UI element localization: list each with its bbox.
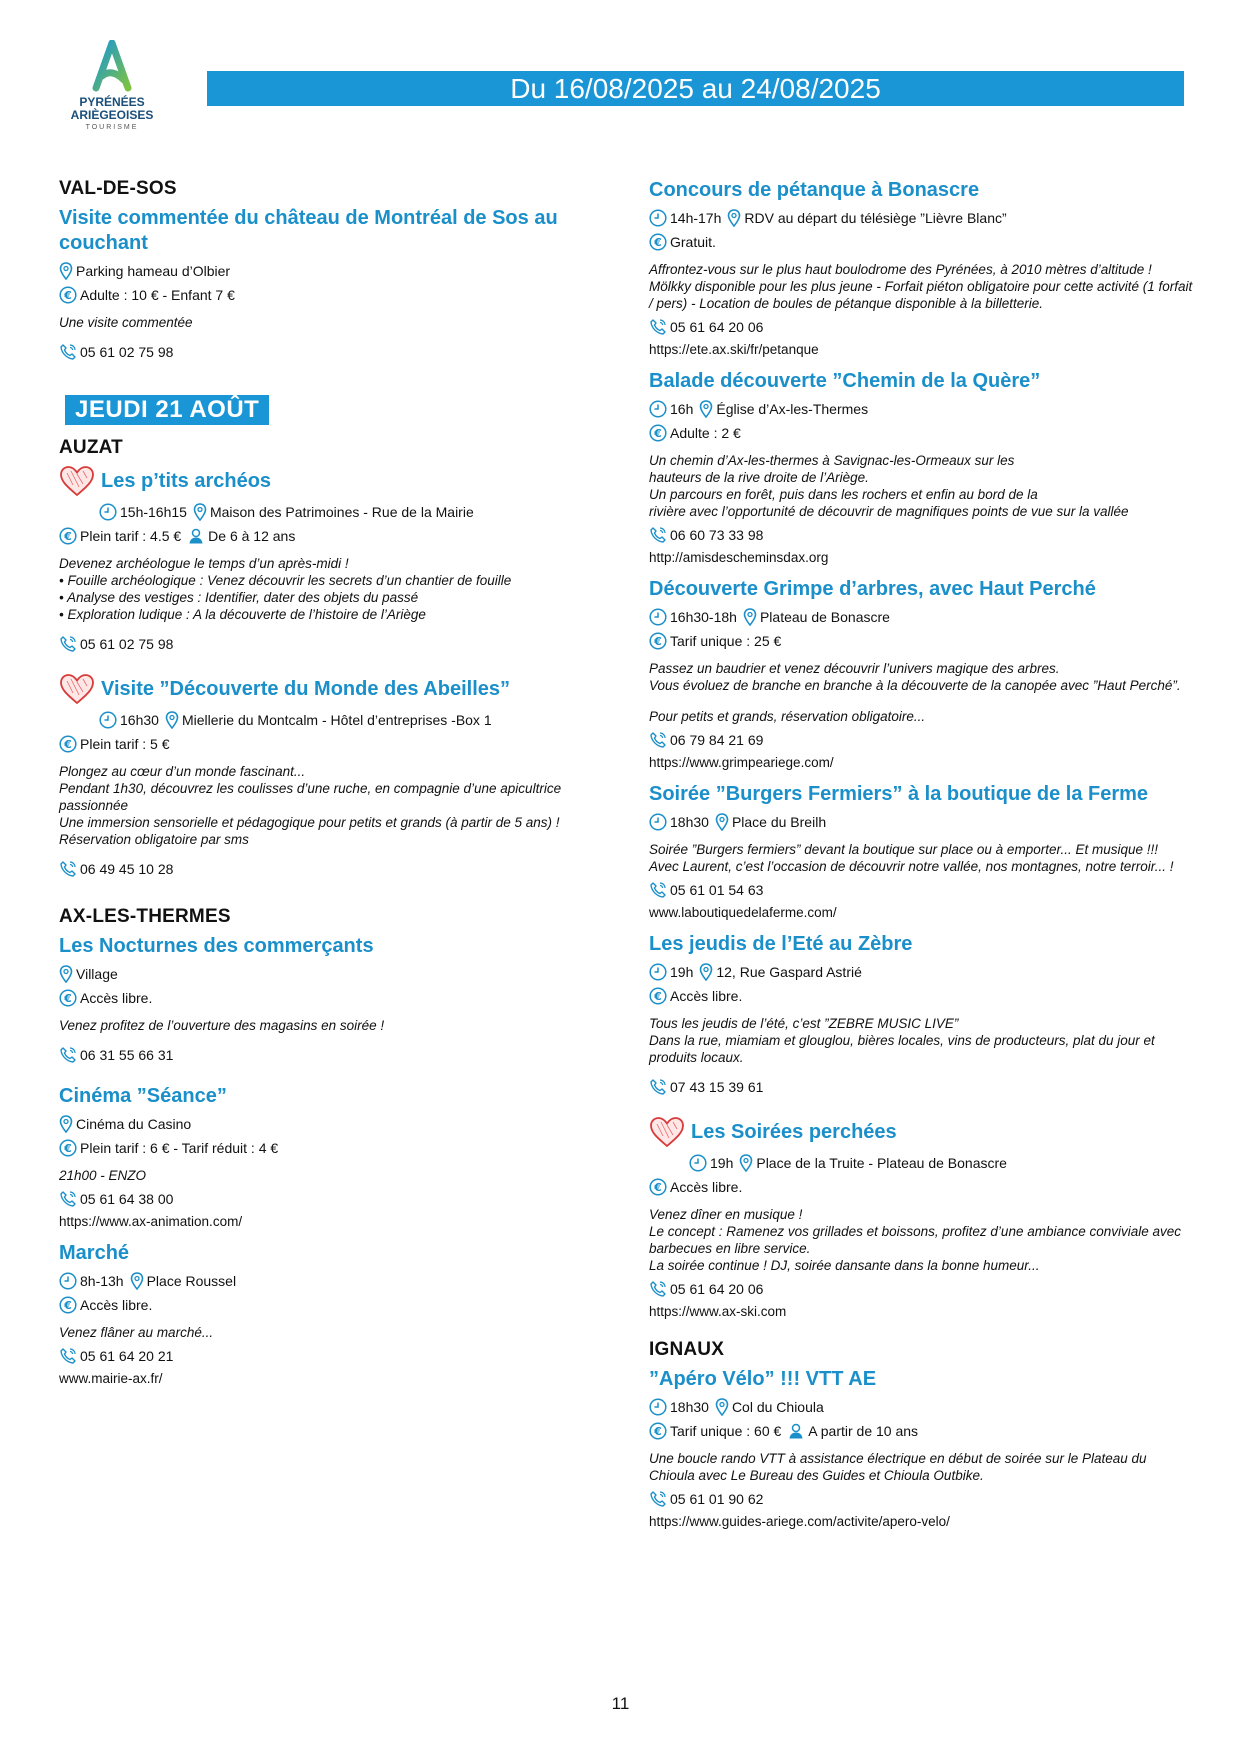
phone-icon <box>59 343 77 361</box>
description <box>649 1015 1194 1066</box>
euro-icon <box>649 1422 667 1440</box>
description-line: Vous évoluez de branche en branche à la découverte de la canopée avec ”Haut Perché”. <box>649 678 1181 693</box>
time-place-row <box>59 711 604 729</box>
svg-text:€: € <box>64 1299 72 1312</box>
phone: 06 79 84 21 69 <box>670 732 764 748</box>
event-ptits-archeos <box>59 465 604 653</box>
clock-icon <box>59 1272 77 1290</box>
price: Gratuit. <box>670 234 716 250</box>
location-pin-icon <box>130 1272 144 1290</box>
heart-favorite-icon <box>649 1116 685 1148</box>
phone: 05 61 01 90 62 <box>670 1491 764 1507</box>
event-title: Visite ”Découverte du Monde des Abeilles” <box>101 677 511 700</box>
description: 21h00 - ENZO <box>59 1168 147 1183</box>
phone-icon <box>649 881 667 899</box>
description <box>649 660 1194 725</box>
person-icon <box>187 527 205 545</box>
heart-favorite-icon <box>59 465 95 497</box>
clock-icon <box>649 608 667 626</box>
description <box>649 452 1194 520</box>
website-link[interactable]: https://www.grimpeariege.com/ <box>649 755 834 770</box>
phone-row <box>59 860 604 878</box>
event-title: Visite commentée du château de Montréal de Sos au couchant <box>59 207 558 254</box>
phone-row <box>649 318 1194 336</box>
svg-text:€: € <box>64 738 72 751</box>
description-line: Avec Laurent, c’est l’occasion de découvrir notre vallée, nos montagnes, notre terroir... ! <box>649 859 1174 874</box>
description-line: • Fouille archéologique : Venez découvrir les secrets d’un chantier de fouille <box>59 573 512 588</box>
price-row <box>649 632 1194 650</box>
location-pin-icon <box>727 209 741 227</box>
phone-row <box>59 1190 604 1208</box>
description-line: Le concept : Ramenez vos grillades et boissons, profitez d’une ambiance conviviale avec barbecues en libre service. <box>649 1224 1182 1256</box>
place: Cinéma du Casino <box>76 1116 192 1132</box>
phone-icon <box>649 318 667 336</box>
price: Plein tarif : 6 € - Tarif réduit : 4 € <box>80 1140 279 1156</box>
description-line: Plongez au cœur d’un monde fascinant... <box>59 764 306 779</box>
phone-icon <box>59 1190 77 1208</box>
date-banner: Du 16/08/2025 au 24/08/2025 <box>207 71 1184 106</box>
time: 18h30 <box>670 1399 709 1415</box>
right-column <box>649 178 1194 1549</box>
age: De 6 à 12 ans <box>208 528 296 544</box>
svg-text:€: € <box>654 1425 662 1438</box>
euro-icon <box>649 987 667 1005</box>
svg-text:€: € <box>654 990 662 1003</box>
phone-row <box>649 1078 1194 1096</box>
euro-icon <box>59 286 77 304</box>
phone: 05 61 64 20 06 <box>670 319 764 335</box>
location-pin-icon <box>59 1115 73 1133</box>
price: Accès libre. <box>670 988 743 1004</box>
event-title: Les Soirées perchées <box>691 1120 897 1143</box>
description-line: Mölkky disponible pour les plus jeune - Forfait piéton obligatoire pour cette activité (1 forfait / pers) - Location de boules de pétanque disponible à la billetterie. <box>649 279 1193 311</box>
location-pin-icon <box>715 813 729 831</box>
price: Plein tarif : 5 € <box>80 736 170 752</box>
price-row <box>59 527 604 545</box>
description: Une visite commentée <box>59 315 193 330</box>
place-row <box>59 965 604 983</box>
phone-icon <box>649 1280 667 1298</box>
event-marche <box>59 1241 604 1386</box>
time: 16h30-18h <box>670 609 737 625</box>
location-pin-icon <box>165 711 179 729</box>
time: 14h-17h <box>670 210 722 226</box>
price-row <box>59 286 604 304</box>
euro-icon <box>59 527 77 545</box>
price: Plein tarif : 4.5 € <box>80 528 182 544</box>
euro-icon <box>59 735 77 753</box>
description-line: Pendant 1h30, découvrez les coulisses d’une ruche, en compagnie d’une apicultrice passionnée <box>59 781 562 813</box>
phone-icon <box>59 1347 77 1365</box>
logo-line2: ARIÈGEOISES <box>70 108 154 122</box>
event-apero-velo <box>649 1367 1194 1529</box>
price-row <box>59 735 604 753</box>
time: 18h30 <box>670 814 709 830</box>
place: Parking hameau d’Olbier <box>76 263 231 279</box>
website-link[interactable]: https://www.ax-ski.com <box>649 1304 787 1319</box>
left-column <box>59 178 604 1398</box>
euro-icon <box>59 1139 77 1157</box>
time: 16h30 <box>120 712 159 728</box>
phone: 05 61 64 20 06 <box>670 1281 764 1297</box>
website-link[interactable]: http://amisdescheminsdax.org <box>649 550 829 565</box>
description-line: Un chemin d’Ax-les-thermes à Savignac-les-Ormeaux sur les <box>649 453 1015 468</box>
event-title: Concours de pétanque à Bonascre <box>649 179 980 201</box>
website-link[interactable]: www.laboutiquedelaferme.com/ <box>649 905 837 920</box>
phone: 06 49 45 10 28 <box>80 861 174 877</box>
phone-icon <box>59 860 77 878</box>
place: Place de la Truite - Plateau de Bonascre <box>756 1155 1007 1171</box>
price: Tarif unique : 60 € <box>670 1423 782 1439</box>
phone: 05 61 01 54 63 <box>670 882 764 898</box>
description <box>59 763 604 848</box>
time-place-row <box>649 1398 1194 1416</box>
description-line: Une boucle rando VTT à assistance électrique en début de soirée sur le Plateau du Chioula avec Le Bureau des Guides et Chioula Outbike. <box>649 1451 1147 1483</box>
town-heading: AUZAT <box>59 437 123 458</box>
event-grimpe-arbres <box>649 577 1194 770</box>
logo <box>58 40 166 131</box>
description <box>649 841 1194 875</box>
phone: 06 31 55 66 31 <box>80 1047 174 1063</box>
clock-icon <box>99 503 117 521</box>
phone-row <box>649 731 1194 749</box>
description <box>649 1450 1194 1484</box>
time: 16h <box>670 401 694 417</box>
phone-row <box>649 526 1194 544</box>
description <box>649 1206 1194 1274</box>
location-pin-icon <box>715 1398 729 1416</box>
time-place-row <box>59 1272 604 1290</box>
phone: 05 61 02 75 98 <box>80 636 174 652</box>
euro-icon <box>59 989 77 1007</box>
event-burgers <box>649 782 1194 920</box>
event-title: Découverte Grimpe d’arbres, avec Haut Perché <box>649 578 1096 600</box>
price-row <box>649 1178 1194 1196</box>
svg-text:€: € <box>64 1142 72 1155</box>
location-pin-icon <box>739 1154 753 1172</box>
time-place-row <box>59 503 604 521</box>
place: Église d’Ax-les-Thermes <box>716 401 869 417</box>
price: Accès libre. <box>80 990 153 1006</box>
place: RDV au départ du télésiège ”Lièvre Blanc” <box>744 210 1007 226</box>
logo-a-icon <box>90 40 134 92</box>
svg-text:€: € <box>64 992 72 1005</box>
place: Maison des Patrimoines - Rue de la Mairie <box>209 504 474 520</box>
phone: 05 61 64 38 00 <box>80 1191 174 1207</box>
price-row <box>649 987 1194 1005</box>
time-place-row <box>649 400 1194 418</box>
place-row <box>59 1115 604 1133</box>
event-title: Marché <box>59 1242 130 1264</box>
event-montreal-de-sos <box>59 178 604 361</box>
phone: 07 43 15 39 61 <box>670 1079 764 1095</box>
phone-icon <box>59 635 77 653</box>
svg-text:€: € <box>654 635 662 648</box>
description-line: Une immersion sensorielle et pédagogique pour petits et grands (à partir de 5 ans) ! <box>59 815 560 830</box>
event-soirees-perchees <box>649 1116 1194 1319</box>
event-title: Les Nocturnes des commerçants <box>59 935 374 957</box>
website-link[interactable]: https://www.guides-ariege.com/activite/apero-velo/ <box>649 1514 950 1529</box>
phone-row <box>59 343 604 361</box>
description: Venez profitez de l’ouverture des magasins en soirée ! <box>59 1018 385 1033</box>
logo-line1: PYRÉNÉES <box>79 95 145 109</box>
place: Place du Breilh <box>731 814 827 830</box>
euro-icon <box>649 233 667 251</box>
euro-icon <box>649 1178 667 1196</box>
website-link[interactable]: https://www.ax-animation.com/ <box>59 1214 243 1229</box>
event-title: Soirée ”Burgers Fermiers” à la boutique de la Ferme <box>649 783 1149 805</box>
description-line: Dans la rue, miamiam et glouglou, bières locales, vins de producteurs, plat du jour et produits locaux. <box>649 1033 1155 1065</box>
price-row <box>649 233 1194 251</box>
time-place-row <box>649 1154 1194 1172</box>
phone-row <box>649 881 1194 899</box>
town-heading: VAL-DE-SOS <box>59 178 177 199</box>
favorite-title-row <box>59 465 604 497</box>
town-heading: AX-LES-THERMES <box>59 906 231 927</box>
description <box>59 555 604 623</box>
event-petanque <box>649 178 1194 357</box>
page-number: 11 <box>611 1694 630 1713</box>
heart-favorite-icon <box>59 673 95 705</box>
price-row <box>649 1422 1194 1440</box>
description <box>649 261 1194 312</box>
favorite-title-row <box>59 673 604 705</box>
event-title: ”Apéro Vélo” !!! VTT AE <box>649 1368 877 1390</box>
town-heading: IGNAUX <box>649 1339 725 1360</box>
phone-icon <box>649 1490 667 1508</box>
event-abeilles <box>59 673 604 878</box>
time-place-row <box>649 813 1194 831</box>
description-line: Devenez archéologue le temps d’un après-midi ! <box>59 556 349 571</box>
location-pin-icon <box>193 503 207 521</box>
description-line: Affrontez-vous sur le plus haut boulodrome des Pyrénées, à 2010 mètres d’altitude ! <box>649 262 1152 277</box>
place: Place Roussel <box>146 1273 237 1289</box>
phone: 05 61 02 75 98 <box>80 344 174 360</box>
phone-row <box>649 1490 1194 1508</box>
event-zebre <box>649 932 1194 1096</box>
event-nocturnes <box>59 934 604 1064</box>
price: Tarif unique : 25 € <box>670 633 782 649</box>
description-line: • Analyse des vestiges : Identifier, dater des objets du passé <box>59 590 419 605</box>
location-pin-icon <box>743 608 757 626</box>
svg-text:€: € <box>64 530 72 543</box>
place-row <box>59 262 604 280</box>
description-line: Réservation obligatoire par sms <box>59 832 249 847</box>
price: Adulte : 10 € - Enfant 7 € <box>80 287 235 303</box>
phone-icon <box>649 1078 667 1096</box>
phone-icon <box>649 731 667 749</box>
event-title: Cinéma ”Séance” <box>59 1085 227 1107</box>
website-link[interactable]: https://ete.ax.ski/fr/petanque <box>649 342 819 357</box>
description-line: La soirée continue ! DJ, soirée dansante dans la bonne humeur... <box>649 1258 1040 1273</box>
clock-icon <box>649 400 667 418</box>
price-row <box>59 989 604 1007</box>
description-line: hauteurs de la rive droite de l’Ariège. <box>649 470 869 485</box>
description-line: Tous les jeudis de l’été, c’est ”ZEBRE MUSIC LIVE” <box>649 1016 959 1031</box>
phone-icon <box>649 526 667 544</box>
event-title: Les p’tits archéos <box>101 469 272 492</box>
time: 8h-13h <box>80 1273 124 1289</box>
phone-row <box>649 1280 1194 1298</box>
svg-text:€: € <box>654 236 662 249</box>
favorite-title-row <box>649 1116 1194 1148</box>
location-pin-icon <box>59 965 73 983</box>
time-place-row <box>649 608 1194 626</box>
event-cinema <box>59 1084 604 1229</box>
age: A partir de 10 ans <box>808 1423 919 1439</box>
phone-icon <box>59 1046 77 1064</box>
price-row <box>649 424 1194 442</box>
time: 19h <box>710 1155 734 1171</box>
website-link[interactable]: www.mairie-ax.fr/ <box>59 1371 163 1386</box>
place: 12, Rue Gaspard Astrié <box>716 964 862 980</box>
time-place-row <box>649 963 1194 981</box>
description-line: Pour petits et grands, réservation obligatoire... <box>649 709 926 724</box>
time: 19h <box>670 964 694 980</box>
description-line: Passez un baudrier et venez découvrir l’univers magique des arbres. <box>649 661 1060 676</box>
clock-icon <box>99 711 117 729</box>
phone-row <box>59 635 604 653</box>
svg-text:€: € <box>64 289 72 302</box>
price: Accès libre. <box>80 1297 153 1313</box>
euro-icon <box>649 424 667 442</box>
phone: 06 60 73 33 98 <box>670 527 764 543</box>
description-line: Un parcours en forêt, puis dans les rochers et enfin au bord de la <box>649 487 1038 502</box>
clock-icon <box>649 1398 667 1416</box>
place: Village <box>76 966 118 982</box>
phone: 05 61 64 20 21 <box>80 1348 174 1364</box>
phone-row <box>59 1046 604 1064</box>
location-pin-icon <box>699 963 713 981</box>
phone-row <box>59 1347 604 1365</box>
time-place-row <box>649 209 1194 227</box>
svg-text:€: € <box>654 1181 662 1194</box>
description-line: rivière avec l’opportunité de découvrir de magnifiques points de vue sur la vallée <box>649 504 1129 519</box>
description-line: Soirée ”Burgers fermiers” devant la boutique sur place ou à emporter... Et musique !!! <box>649 842 1158 857</box>
price: Accès libre. <box>670 1179 743 1195</box>
price-row <box>59 1296 604 1314</box>
svg-text:€: € <box>654 427 662 440</box>
clock-icon <box>649 963 667 981</box>
description-line: • Exploration ludique : A la découverte de l’histoire de l’Ariège <box>59 607 426 622</box>
event-title: Les jeudis de l’Eté au Zèbre <box>649 933 913 955</box>
clock-icon <box>649 813 667 831</box>
location-pin-icon <box>59 262 73 280</box>
description-line: Venez dîner en musique ! <box>649 1207 803 1222</box>
price-row <box>59 1139 604 1157</box>
time: 15h-16h15 <box>120 504 187 520</box>
euro-icon <box>649 632 667 650</box>
day-heading: JEUDI 21 AOÛT <box>65 395 269 425</box>
event-chemin-quere <box>649 369 1194 565</box>
place: Col du Chioula <box>731 1399 824 1415</box>
euro-icon <box>59 1296 77 1314</box>
event-title: Balade découverte ”Chemin de la Quère” <box>649 370 1041 392</box>
logo-line3: TOURISME <box>85 124 139 131</box>
description: Venez flâner au marché... <box>59 1325 214 1340</box>
location-pin-icon <box>699 400 713 418</box>
price: Adulte : 2 € <box>670 425 741 441</box>
clock-icon <box>689 1154 707 1172</box>
place: Plateau de Bonascre <box>759 609 890 625</box>
person-icon <box>787 1422 805 1440</box>
place: Miellerie du Montcalm - Hôtel d’entreprises -Box 1 <box>181 712 492 728</box>
clock-icon <box>649 209 667 227</box>
